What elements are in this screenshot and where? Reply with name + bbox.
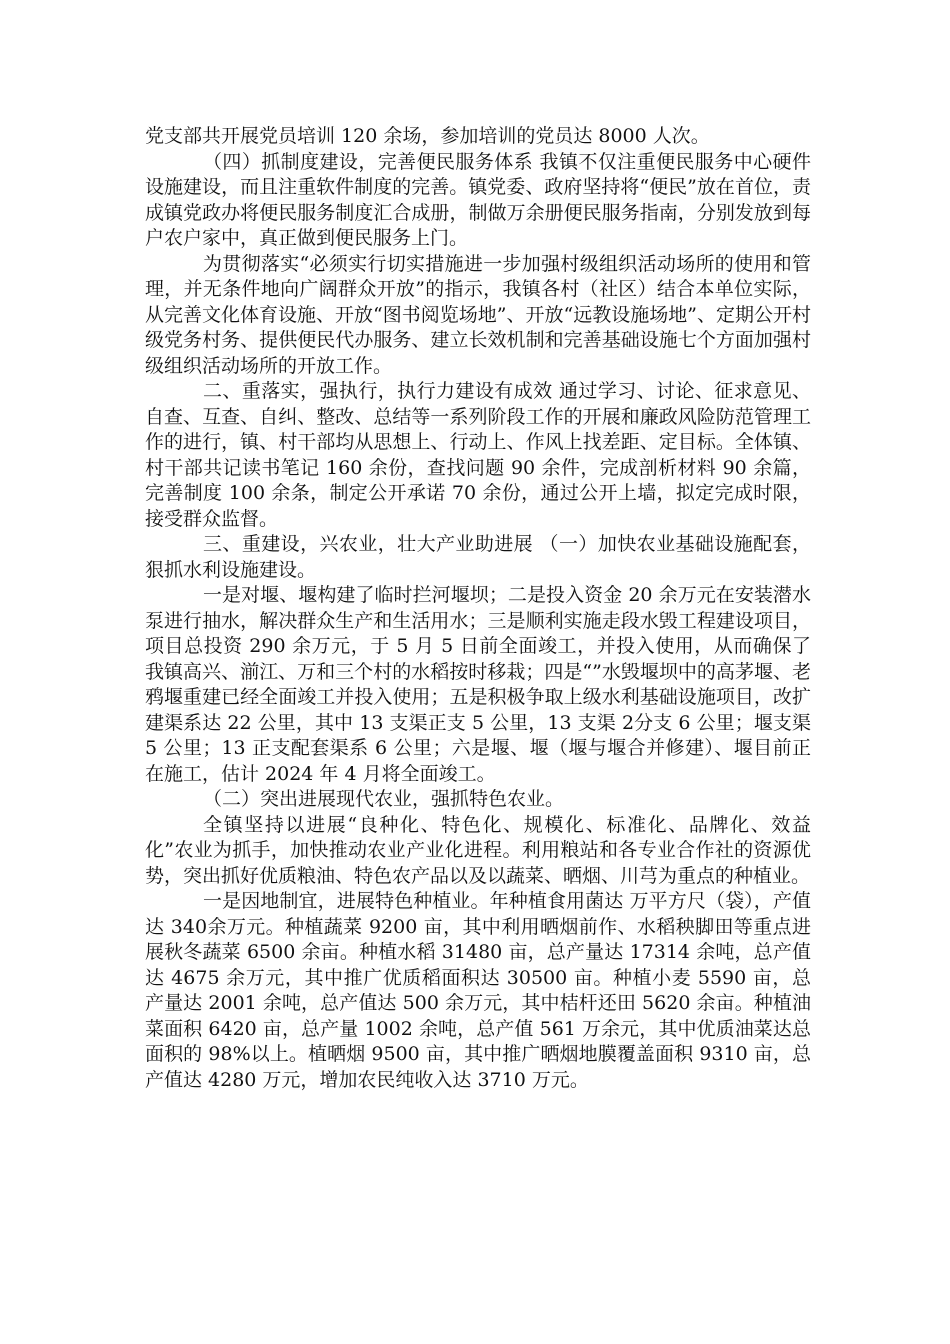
paragraph-1: 党支部共开展党员培训 120 余场，参加培训的党员达 8000 人次。 (145, 125, 710, 147)
paragraph-3: 为贯彻落实“必须实行切实措施进一步加强村级组织活动场所的使用和管理，并无条件地向广阔群众开放”的指示，我镇各村（社区）结合本单位实际，从完善文化体育设施、开放“图书阅览场地”、开放“远教设施场地”、定期公开村级党务村务、提供便民代办服务、建立长效机制和完善基础设施七个方面加强村级组织活动场所的开放工作。 (145, 252, 811, 377)
paragraph-7: （二）突出进展现代农业，强抓特色农业。 (203, 788, 565, 810)
paragraph-8: 全镇坚持以进展“良种化、特色化、规模化、标准化、品牌化、效益化”农业为抓手，加快推动农业产业化进程。利用粮站和各专业合作社的资源优势，突出抓好优质粮油、特色农产品以及以蔬菜、晒烟、川芎为重点的种植业。 (145, 813, 811, 887)
paragraph-6: 一是对堰、堰构建了临时拦河堰坝；二是投入资金 20 余万元在安装潜水泵进行抽水，解决群众生产和生活用水；三是顺利实施走段水毁工程建设项目，项目总投资 290 余万元，于 5 月 5 日前全面竣工，并投入使用，从而确保了我镇高兴、湔江、万和三个村的水稻按时移栽；四是“”水毁堰坝中的高茅堰、老鸦堰重建已经全面竣工并投入使用；五是积极争取上级水利基础设施项目，改扩建渠系达 22 公里，其中 13 支渠正支 5 公里，13 支渠 2分支 6 公里；堰支渠 5 公里；13 正支配套渠系 6 公里；六是堰、堰（堰与堰合并修建）、堰目前正在施工，估计 2024 年 4 月将全面竣工。 (145, 584, 811, 785)
paragraph-5: 三、重建设，兴农业，壮大产业助进展 （一）加快农业基础设施配套，狠抓水利设施建设。 (145, 533, 811, 581)
paragraph-9: 一是因地制宜，进展特色种植业。年种植食用菌达 万平方尺（袋），产值达 340余万元。种植蔬菜 9200 亩，其中利用晒烟前作、水稻秧脚田等重点进展秋冬蔬菜 6500 余亩。种植水稻 31480 亩，总产量达 17314 余吨，总产值达 4675 余万元，其中推广优质稻面积达 30500 亩。种植小麦 5590 亩，总产量达 2001 余吨，总产值达 500 余万元，其中桔杆还田 5620 余亩。种植油菜面积 6420 亩，总产量 1002 余吨，总产值 561 万余元，其中优质油菜达总面积的 98%以上。植晒烟 9500 亩，其中推广晒烟地膜覆盖面积 9310 亩，总产值达 4280 万元，增加农民纯收入达 3710 万元。 (145, 890, 811, 1091)
paragraph-2: （四）抓制度建设，完善便民服务体系 我镇不仅注重便民服务中心硬件设施建设，而且注重软件制度的完善。镇党委、政府坚持将“便民”放在首位，责成镇党政办将便民服务制度汇合成册，制做万余册便民服务指南，分别发放到每户农户家中，真正做到便民服务上门。 (145, 150, 811, 249)
document-page (145, 124, 811, 1093)
paragraph-4: 二、重落实，强执行，执行力建设有成效 通过学习、讨论、征求意见、自查、互查、自纠、整改、总结等一系列阶段工作的开展和廉政风险防范管理工作的进行，镇、村干部均从思想上、行动上、作风上找差距、定目标。全体镇、村干部共记读书笔记 160 余份，查找问题 90 余件，完成剖析材料 90 余篇，完善制度 100 余条，制定公开承诺 70 余份，通过公开上墙，拟定完成时限，接受群众监督。 (145, 380, 811, 530)
